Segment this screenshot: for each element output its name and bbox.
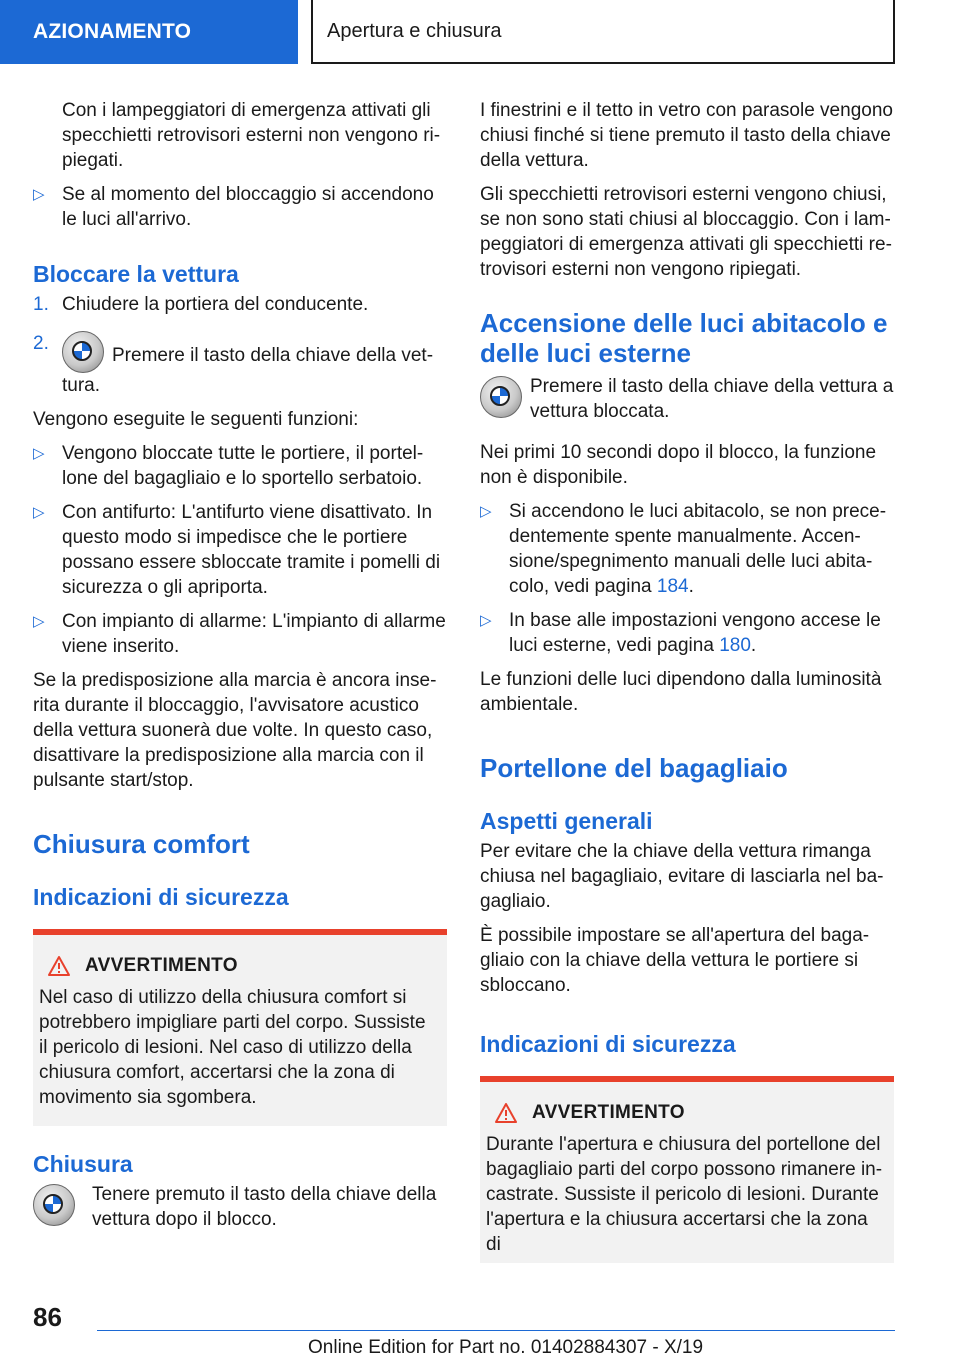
heading-lights: Accensione delle luci abitacolo e delle luci esterne <box>480 308 888 368</box>
page-link[interactable]: 184 <box>656 576 689 597</box>
section-tab <box>0 0 298 64</box>
paragraph: Le funzioni delle luci dipendono dalla luminosità ambientale. <box>480 669 882 715</box>
right-column <box>480 98 894 1263</box>
key-instruction: Tenere premuto il tasto della chiave della vettura dopo il blocco. <box>33 1182 447 1232</box>
list-item: ▷ In base alle impostazioni vengono accese le luci esterne, vedi pagina 180. <box>480 610 881 656</box>
heading-lock-vehicle: Bloccare la vettura <box>33 261 239 287</box>
footer-divider <box>97 1330 895 1331</box>
paragraph: Per evitare che la chiave della vettura rimanga chiusa nel bagagliaio, evitare di lasciarla nel bagagliaio. <box>480 841 884 912</box>
paragraph: È possibile impostare se all'apertura del bagagliaio con la chiave della vettura le portiere si sbloccano. <box>480 925 870 996</box>
page-title: Apertura e chiusura <box>327 19 502 42</box>
triangle-bullet-icon: ▷ <box>480 612 492 629</box>
list-item: ▷ Se al momento del bloccaggio si accendono le luci all'arrivo. <box>33 184 434 230</box>
paragraph: Nei primi 10 secondi dopo il blocco, la funzione non è disponibile. <box>480 442 877 488</box>
bmw-key-icon <box>480 376 522 418</box>
warning-text: Durante l'apertura e chiusura del portellone del bagagliaio parti del corpo possono rimanere incastrate. Sussiste il pericolo di lesioni. Durante l'apertura e la chiusura accertarsi che la zona di <box>486 1134 883 1255</box>
heading-general: Aspetti generali <box>480 808 653 834</box>
warning-box <box>480 1076 894 1263</box>
heading-safety: Indicazioni di sicurezza <box>480 1031 736 1057</box>
section-title: AZIONAMENTO <box>33 20 192 43</box>
list-item: ▷ Con antifurto: L'antifurto viene disattivato. In questo modo si impedisce che le portiere possano essere sbloccate tramite i pomelli di sicurezza o gli apriporta. <box>33 502 441 598</box>
triangle-bullet-icon: ▷ <box>33 504 45 521</box>
heading-safety: Indicazioni di sicurezza <box>33 884 289 910</box>
triangle-bullet-icon: ▷ <box>480 503 492 520</box>
page-link[interactable]: 180 <box>719 635 751 656</box>
list-item: ▷ Con impianto di allarme: L'impianto di allarme viene inserito. <box>33 611 446 657</box>
warning-text: Nel caso di utilizzo della chiusura comfort si potrebbero impigliare parti del corpo. Sussiste il pericolo di lesioni. Nel caso di utilizzo della chiusura comfort, accertarsi che la zona di movimento sia sgombera. <box>39 987 426 1108</box>
triangle-bullet-icon: ▷ <box>33 445 45 462</box>
page-number: 86 <box>33 1302 62 1332</box>
step-item: 2. Premere il tasto della chiave della vettura. <box>33 333 434 396</box>
warning-triangle-icon <box>47 955 71 977</box>
left-column <box>33 98 447 1232</box>
warning-box <box>33 929 447 1126</box>
list-item: ▷ Vengono bloccate tutte le portiere, il portellone del bagagliaio e lo sportello serbatoio. <box>33 443 424 489</box>
heading-tailgate: Portellone del bagagliaio <box>480 753 788 783</box>
paragraph: Se la predisposizione alla marcia è ancora inserita durante il bloccaggio, l'avvisatore acustico della vettura suonerà due volte. In questo caso, disattivare la predisposizione alla marcia con il pulsante start/stop. <box>33 670 437 791</box>
bmw-key-icon <box>33 1184 75 1226</box>
triangle-bullet-icon: ▷ <box>33 186 45 203</box>
heading-closing: Chiusura <box>33 1151 133 1177</box>
warning-title: AVVERTIMENTO <box>486 1102 886 1124</box>
footer-edition: Online Edition for Part no. 01402884307 - X/19 <box>308 1337 704 1358</box>
warning-title: AVVERTIMENTO <box>39 955 439 977</box>
step-item: 1. Chiudere la portiera del conducente. <box>33 294 369 315</box>
heading-comfort-closing: Chiusura comfort <box>33 829 250 859</box>
paragraph: Vengono eseguite le seguenti funzioni: <box>33 409 359 430</box>
key-instruction: Premere il tasto della chiave della vettura a vettura bloccata. <box>480 374 894 424</box>
bmw-key-icon <box>62 331 104 373</box>
paragraph: Con i lampeggiatori di emergenza attivati gli specchietti retrovisori esterni non vengono ripiegati. <box>62 100 441 171</box>
paragraph: Gli specchietti retrovisori esterni vengono chiusi, se non sono stati chiusi al bloccaggio. Con i lampeggiatori di emergenza attivati gli specchietti retrovisori esterni non vengono ripiegati. <box>480 184 892 280</box>
paragraph: I finestrini e il tetto in vetro con parasole vengono chiusi finché si tiene premuto il tasto della chiave della vettura. <box>480 100 893 171</box>
list-item: ▷ Si accendono le luci abitacolo, se non precedentemente spente manualmente. Accensione/spegnimento manuali delle luci abitacolo, vedi pagina 184. <box>480 501 887 597</box>
warning-triangle-icon <box>494 1102 518 1124</box>
triangle-bullet-icon: ▷ <box>33 613 45 630</box>
page-header <box>311 0 895 64</box>
